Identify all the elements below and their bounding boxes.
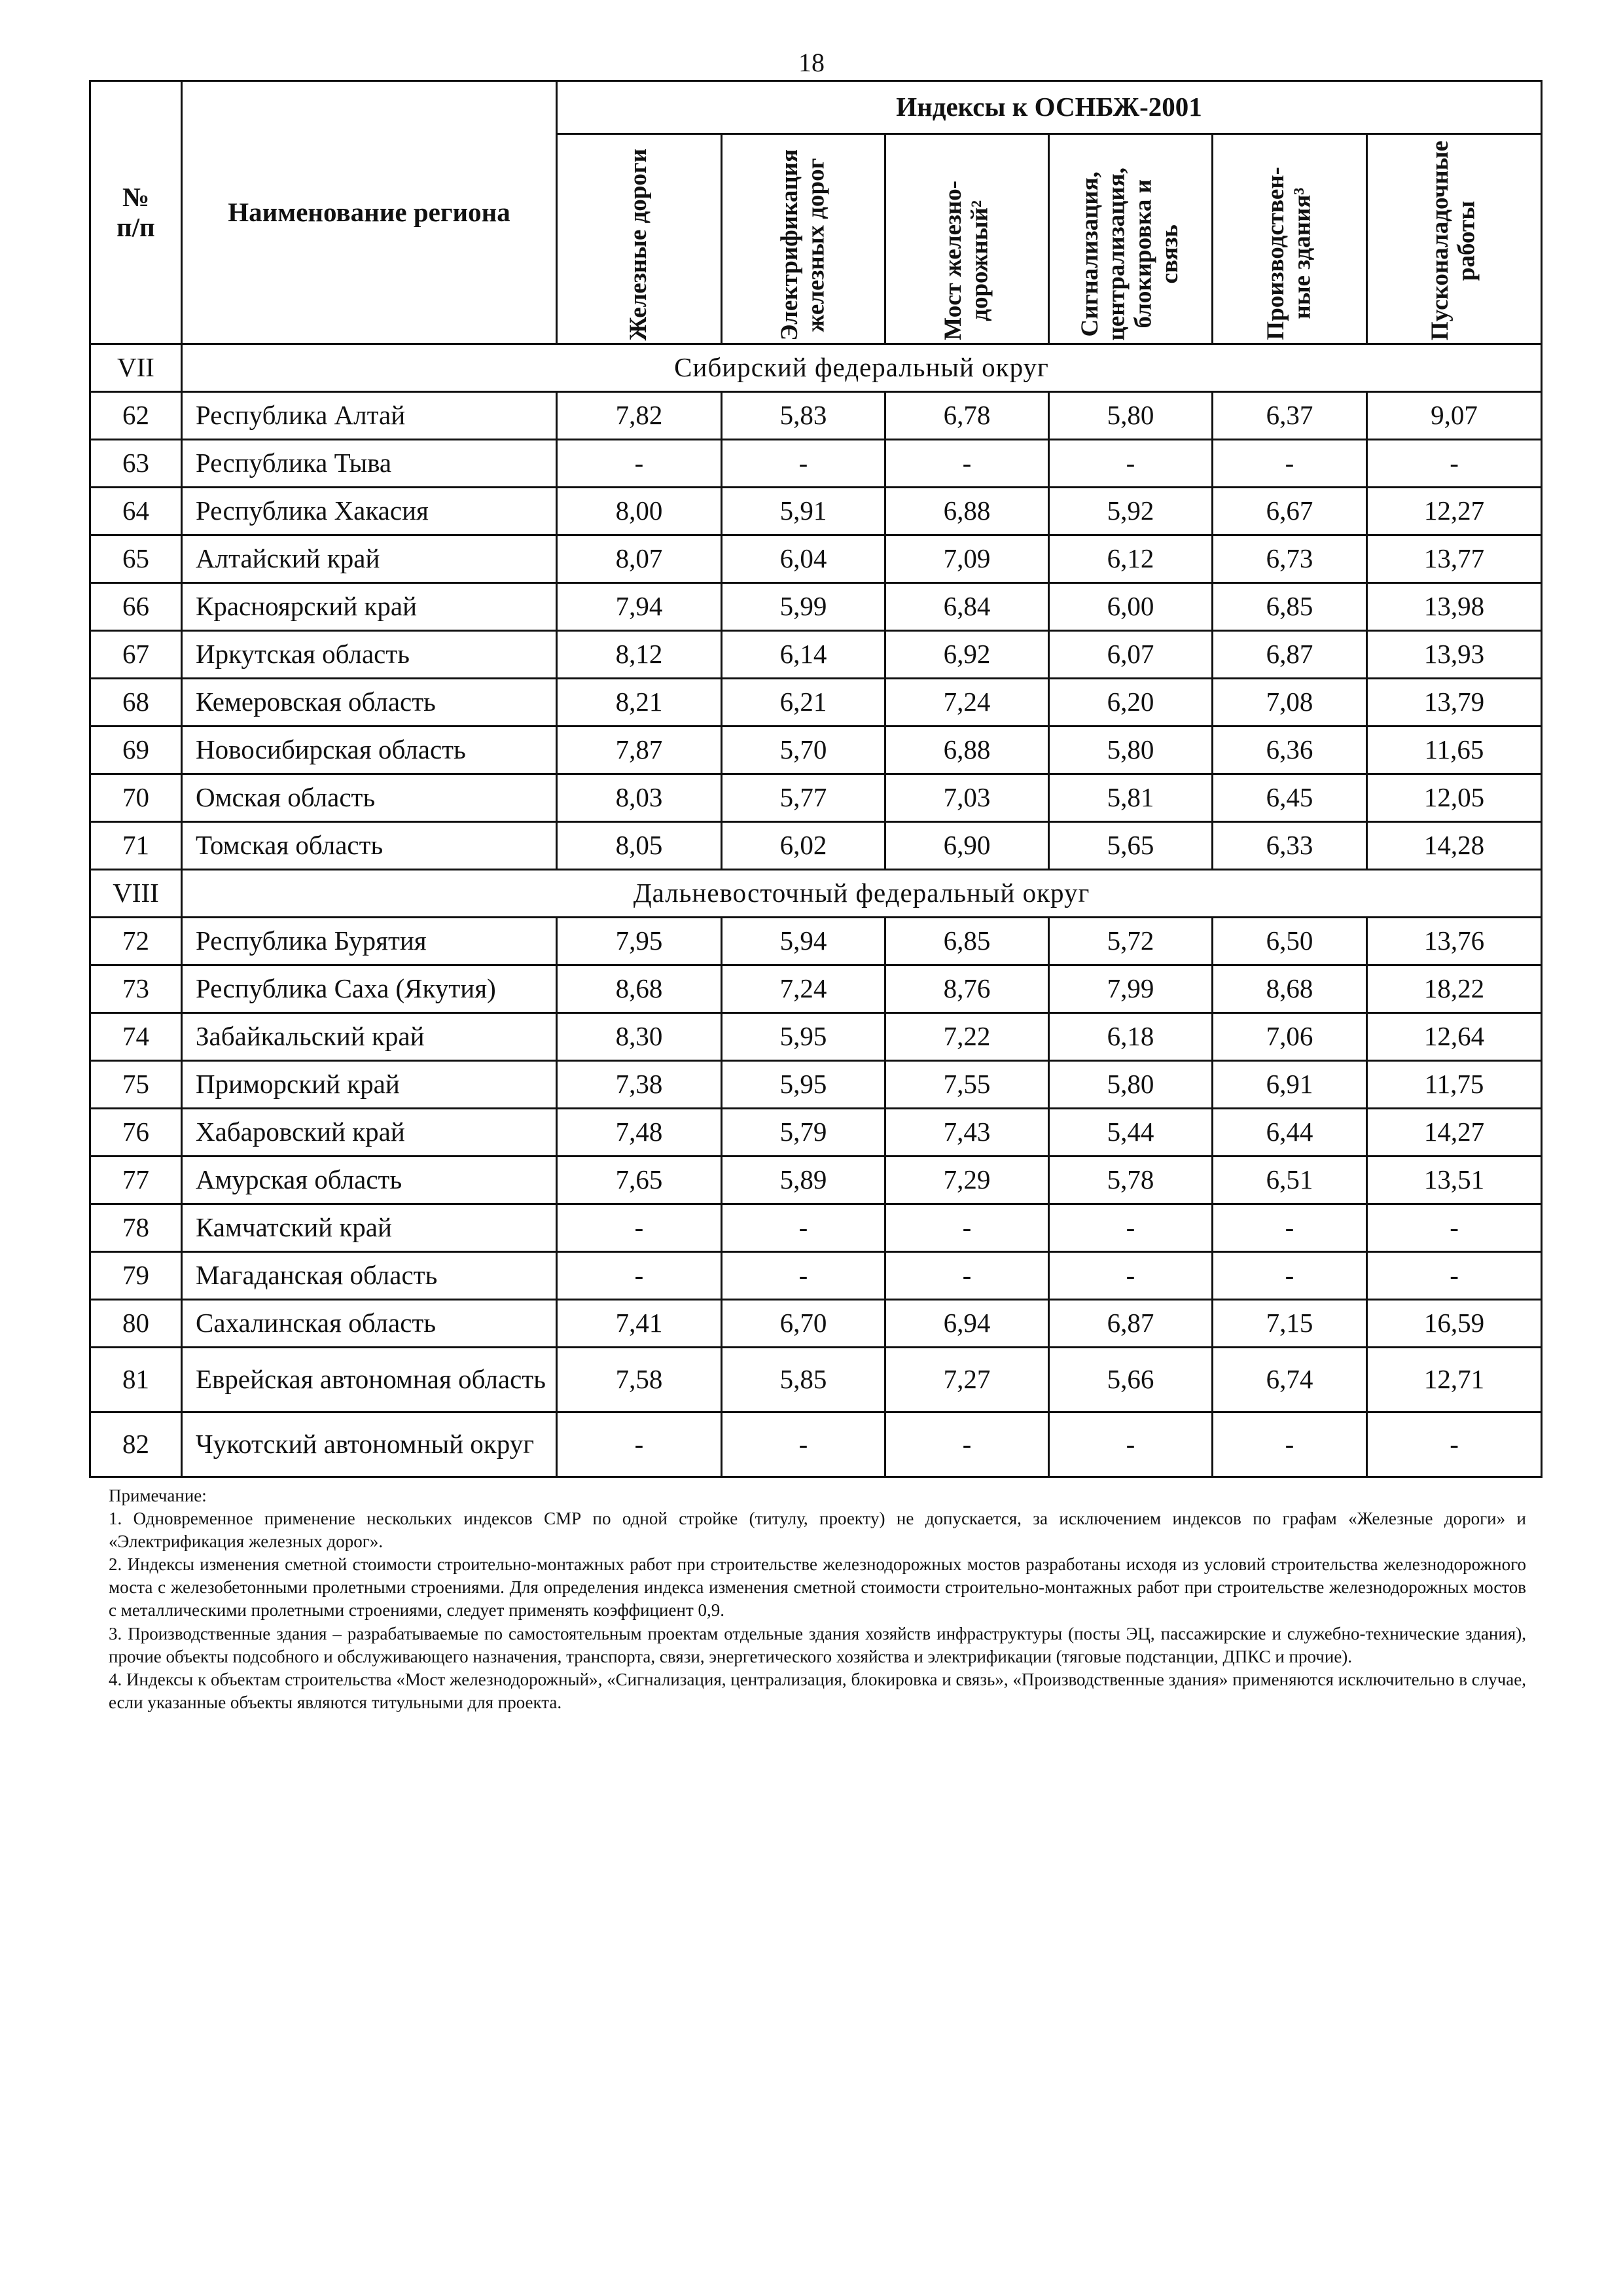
index-value: - <box>1213 1252 1367 1300</box>
index-value: 14,28 <box>1367 822 1542 870</box>
region-name: Приморский край <box>182 1061 557 1109</box>
index-value: 6,18 <box>1049 1013 1213 1061</box>
note-2: 2. Индексы изменения сметной стоимости строительно-монтажных работ при строительстве железнодорожных мостов разработаны исходя из условий строительства железнодорожного моста с железобетонными пролетными строениями. Для определения индекса изменения сметной стоимости строительно-монтажных работ при строительстве железнодорожных мостов с металлическими пролетными строениями, следует применять коэффициент 0,9. <box>109 1554 1526 1621</box>
header-col-railway-bridge: Мост железно- дорожный² <box>885 134 1049 344</box>
index-value: 6,91 <box>1213 1061 1367 1109</box>
index-value: - <box>1049 1412 1213 1477</box>
index-value: 6,04 <box>722 535 885 583</box>
region-name: Амурская область <box>182 1157 557 1204</box>
row-number: 70 <box>90 774 182 822</box>
row-number: 76 <box>90 1109 182 1157</box>
region-name: Республика Хакасия <box>182 488 557 535</box>
region-name: Республика Бурятия <box>182 918 557 965</box>
table-row <box>90 1348 1542 1412</box>
index-value: 7,95 <box>557 918 722 965</box>
table-row <box>90 583 1542 631</box>
index-value: 6,12 <box>1049 535 1213 583</box>
index-value: 8,00 <box>557 488 722 535</box>
index-value: 5,91 <box>722 488 885 535</box>
index-value: 13,51 <box>1367 1157 1542 1204</box>
row-number: 77 <box>90 1157 182 1204</box>
index-value: - <box>1213 440 1367 488</box>
index-value: 8,12 <box>557 631 722 679</box>
index-value: 8,30 <box>557 1013 722 1061</box>
index-value: 7,06 <box>1213 1013 1367 1061</box>
index-value: - <box>1367 1252 1542 1300</box>
index-value: 6,85 <box>1213 583 1367 631</box>
table-row <box>90 1109 1542 1157</box>
index-value: 7,99 <box>1049 965 1213 1013</box>
index-value: 12,71 <box>1367 1348 1542 1412</box>
row-number: 66 <box>90 583 182 631</box>
index-value: - <box>885 1204 1049 1252</box>
row-number: 71 <box>90 822 182 870</box>
index-value: 7,09 <box>885 535 1049 583</box>
region-name: Омская область <box>182 774 557 822</box>
region-name: Красноярский край <box>182 583 557 631</box>
index-value: 6,87 <box>1213 631 1367 679</box>
table-body <box>90 344 1542 1477</box>
district-title: Дальневосточный федеральный округ <box>182 870 1542 918</box>
index-value: - <box>1367 440 1542 488</box>
district-row <box>90 344 1542 392</box>
index-value: 6,50 <box>1213 918 1367 965</box>
index-value: 7,41 <box>557 1300 722 1348</box>
index-value: - <box>557 1252 722 1300</box>
row-number: 73 <box>90 965 182 1013</box>
row-number: 80 <box>90 1300 182 1348</box>
index-value: 6,88 <box>885 726 1049 774</box>
row-number: 82 <box>90 1412 182 1477</box>
table-row <box>90 918 1542 965</box>
table-row <box>90 774 1542 822</box>
row-number: 74 <box>90 1013 182 1061</box>
index-value: 7,94 <box>557 583 722 631</box>
index-value: 7,27 <box>885 1348 1049 1412</box>
index-value: 5,78 <box>1049 1157 1213 1204</box>
region-name: Кемеровская область <box>182 679 557 726</box>
index-value: - <box>1049 1252 1213 1300</box>
row-number: 78 <box>90 1204 182 1252</box>
index-value: 6,74 <box>1213 1348 1367 1412</box>
index-value: 12,05 <box>1367 774 1542 822</box>
table-row <box>90 631 1542 679</box>
index-value: - <box>722 1412 885 1477</box>
index-value: - <box>885 1252 1049 1300</box>
table-row <box>90 1300 1542 1348</box>
index-value: 7,38 <box>557 1061 722 1109</box>
index-value: 7,58 <box>557 1348 722 1412</box>
index-value: 6,37 <box>1213 392 1367 440</box>
region-name: Республика Саха (Якутия) <box>182 965 557 1013</box>
index-value: 6,00 <box>1049 583 1213 631</box>
row-number: 62 <box>90 392 182 440</box>
index-value: 5,66 <box>1049 1348 1213 1412</box>
index-value: 5,94 <box>722 918 885 965</box>
index-value: 5,79 <box>722 1109 885 1157</box>
region-name: Камчатский край <box>182 1204 557 1252</box>
index-value: 8,76 <box>885 965 1049 1013</box>
table-row <box>90 488 1542 535</box>
header-col-railways: Железные дороги <box>557 134 722 344</box>
index-value: - <box>557 440 722 488</box>
index-value: 6,87 <box>1049 1300 1213 1348</box>
table-row <box>90 1252 1542 1300</box>
index-value: 13,98 <box>1367 583 1542 631</box>
index-value: - <box>885 440 1049 488</box>
note-1: 1. Одновременное применение нескольких индексов СМР по одной стройке (титулу, проекту) не допускается, за исключением индексов по графам «Железные дороги» и «Электрификация железных дорог». <box>109 1509 1526 1552</box>
index-value: 7,55 <box>885 1061 1049 1109</box>
index-value: 5,80 <box>1049 1061 1213 1109</box>
header-col-commissioning: Пусконаладочные работы <box>1367 134 1542 344</box>
header-indices-group: Индексы к ОСНБЖ-2001 <box>557 81 1542 134</box>
index-value: 6,02 <box>722 822 885 870</box>
note-3: 3. Производственные здания – разрабатываемые по самостоятельным проектам отдельные здания хозяйств инфраструктуры (посты ЭЦ, пассажирские и служебно-технические здания), прочие объекты подсобного и обслуживающего назначения, транспорта, связи, энергетического хозяйства и электрификации (тяговые подстанции, ДПКС и прочие). <box>109 1623 1526 1666</box>
index-value: 13,79 <box>1367 679 1542 726</box>
index-value: 8,07 <box>557 535 722 583</box>
index-value: 5,81 <box>1049 774 1213 822</box>
row-number: 67 <box>90 631 182 679</box>
row-number: 69 <box>90 726 182 774</box>
index-value: 6,94 <box>885 1300 1049 1348</box>
region-name: Новосибирская область <box>182 726 557 774</box>
row-number: 75 <box>90 1061 182 1109</box>
index-value: 14,27 <box>1367 1109 1542 1157</box>
index-value: 11,75 <box>1367 1061 1542 1109</box>
indices-table <box>89 80 1543 1478</box>
index-value: 5,72 <box>1049 918 1213 965</box>
index-value: 11,65 <box>1367 726 1542 774</box>
index-value: - <box>722 1204 885 1252</box>
index-value: 7,15 <box>1213 1300 1367 1348</box>
index-value: 8,05 <box>557 822 722 870</box>
index-value: 13,77 <box>1367 535 1542 583</box>
index-value: 6,07 <box>1049 631 1213 679</box>
district-roman-numeral: VIII <box>90 870 182 918</box>
index-value: 7,29 <box>885 1157 1049 1204</box>
region-name: Республика Алтай <box>182 392 557 440</box>
index-value: 7,82 <box>557 392 722 440</box>
table-row <box>90 965 1542 1013</box>
index-value: 6,21 <box>722 679 885 726</box>
index-value: 5,80 <box>1049 392 1213 440</box>
index-value: 6,92 <box>885 631 1049 679</box>
header-region-name: Наименование региона <box>182 81 557 344</box>
index-value: - <box>1049 440 1213 488</box>
index-value: 5,77 <box>722 774 885 822</box>
table-row <box>90 822 1542 870</box>
index-value: 6,90 <box>885 822 1049 870</box>
index-value: 5,95 <box>722 1013 885 1061</box>
index-value: 5,92 <box>1049 488 1213 535</box>
index-value: 13,76 <box>1367 918 1542 965</box>
index-value: 6,51 <box>1213 1157 1367 1204</box>
index-value: 7,24 <box>722 965 885 1013</box>
table-row <box>90 1412 1542 1477</box>
header-num: № п/п <box>90 81 182 344</box>
region-name: Магаданская область <box>182 1252 557 1300</box>
index-value: 5,44 <box>1049 1109 1213 1157</box>
region-name: Хабаровский край <box>182 1109 557 1157</box>
index-value: 7,08 <box>1213 679 1367 726</box>
index-value: 7,48 <box>557 1109 722 1157</box>
district-title: Сибирский федеральный округ <box>182 344 1542 392</box>
table-row <box>90 440 1542 488</box>
index-value: 8,03 <box>557 774 722 822</box>
index-value: 6,84 <box>885 583 1049 631</box>
notes <box>109 1484 1526 1714</box>
index-value: 7,24 <box>885 679 1049 726</box>
index-value: - <box>722 440 885 488</box>
index-value: 16,59 <box>1367 1300 1542 1348</box>
row-number: 64 <box>90 488 182 535</box>
region-name: Иркутская область <box>182 631 557 679</box>
index-value: 5,70 <box>722 726 885 774</box>
index-value: 6,36 <box>1213 726 1367 774</box>
index-value: 6,85 <box>885 918 1049 965</box>
index-value: 7,87 <box>557 726 722 774</box>
index-value: 5,80 <box>1049 726 1213 774</box>
index-value: - <box>885 1412 1049 1477</box>
row-number: 68 <box>90 679 182 726</box>
index-value: 6,67 <box>1213 488 1367 535</box>
index-value: - <box>1367 1412 1542 1477</box>
index-value: 6,45 <box>1213 774 1367 822</box>
page-number: 18 <box>798 48 825 77</box>
index-value: 5,89 <box>722 1157 885 1204</box>
index-value: - <box>722 1252 885 1300</box>
index-value: 5,99 <box>722 583 885 631</box>
index-value: 6,14 <box>722 631 885 679</box>
row-number: 79 <box>90 1252 182 1300</box>
table-row <box>90 1013 1542 1061</box>
region-name: Чукотский автономный округ <box>182 1412 557 1477</box>
region-name: Томская область <box>182 822 557 870</box>
index-value: - <box>1049 1204 1213 1252</box>
header-col-electrification: Электрификация железных дорог <box>722 134 885 344</box>
index-value: 5,85 <box>722 1348 885 1412</box>
index-value: 12,27 <box>1367 488 1542 535</box>
region-name: Сахалинская область <box>182 1300 557 1348</box>
index-value: 6,70 <box>722 1300 885 1348</box>
index-value: - <box>1367 1204 1542 1252</box>
index-value: 6,73 <box>1213 535 1367 583</box>
index-value: 7,65 <box>557 1157 722 1204</box>
index-value: 6,44 <box>1213 1109 1367 1157</box>
header-col-signalling: Сигнализация, централизация, блокировка и связь <box>1049 134 1213 344</box>
index-value: 7,22 <box>885 1013 1049 1061</box>
region-name: Забайкальский край <box>182 1013 557 1061</box>
header-col-industrial-buildings: Производствен- ные здания³ <box>1213 134 1367 344</box>
row-number: 65 <box>90 535 182 583</box>
index-value: 6,20 <box>1049 679 1213 726</box>
index-value: 6,88 <box>885 488 1049 535</box>
index-value: - <box>1213 1412 1367 1477</box>
index-value: 5,83 <box>722 392 885 440</box>
table-row <box>90 726 1542 774</box>
index-value: 6,78 <box>885 392 1049 440</box>
index-value: - <box>557 1412 722 1477</box>
table-row <box>90 392 1542 440</box>
region-name: Республика Тыва <box>182 440 557 488</box>
index-value: 12,64 <box>1367 1013 1542 1061</box>
index-value: - <box>557 1204 722 1252</box>
index-value: 7,43 <box>885 1109 1049 1157</box>
index-value: 8,21 <box>557 679 722 726</box>
note-4: 4. Индексы к объектам строительства «Мост железнодорожный», «Сигнализация, централизация, блокировка и связь», «Производственные здания» применяются исключительно в случае, если указанные объекты являются титульными для проекта. <box>109 1669 1526 1712</box>
district-row <box>90 870 1542 918</box>
district-roman-numeral: VII <box>90 344 182 392</box>
table-row <box>90 679 1542 726</box>
index-value: 8,68 <box>1213 965 1367 1013</box>
index-value: 5,95 <box>722 1061 885 1109</box>
region-name: Алтайский край <box>182 535 557 583</box>
table-row <box>90 535 1542 583</box>
index-value: 18,22 <box>1367 965 1542 1013</box>
row-number: 72 <box>90 918 182 965</box>
notes-title: Примечание: <box>109 1486 207 1505</box>
table-row <box>90 1157 1542 1204</box>
row-number: 63 <box>90 440 182 488</box>
table-row <box>90 1204 1542 1252</box>
row-number: 81 <box>90 1348 182 1412</box>
index-value: - <box>1213 1204 1367 1252</box>
index-value: 7,03 <box>885 774 1049 822</box>
index-value: 9,07 <box>1367 392 1542 440</box>
index-value: 8,68 <box>557 965 722 1013</box>
region-name: Еврейская автономная область <box>182 1348 557 1412</box>
index-value: 6,33 <box>1213 822 1367 870</box>
index-value: 13,93 <box>1367 631 1542 679</box>
index-value: 5,65 <box>1049 822 1213 870</box>
table-row <box>90 1061 1542 1109</box>
